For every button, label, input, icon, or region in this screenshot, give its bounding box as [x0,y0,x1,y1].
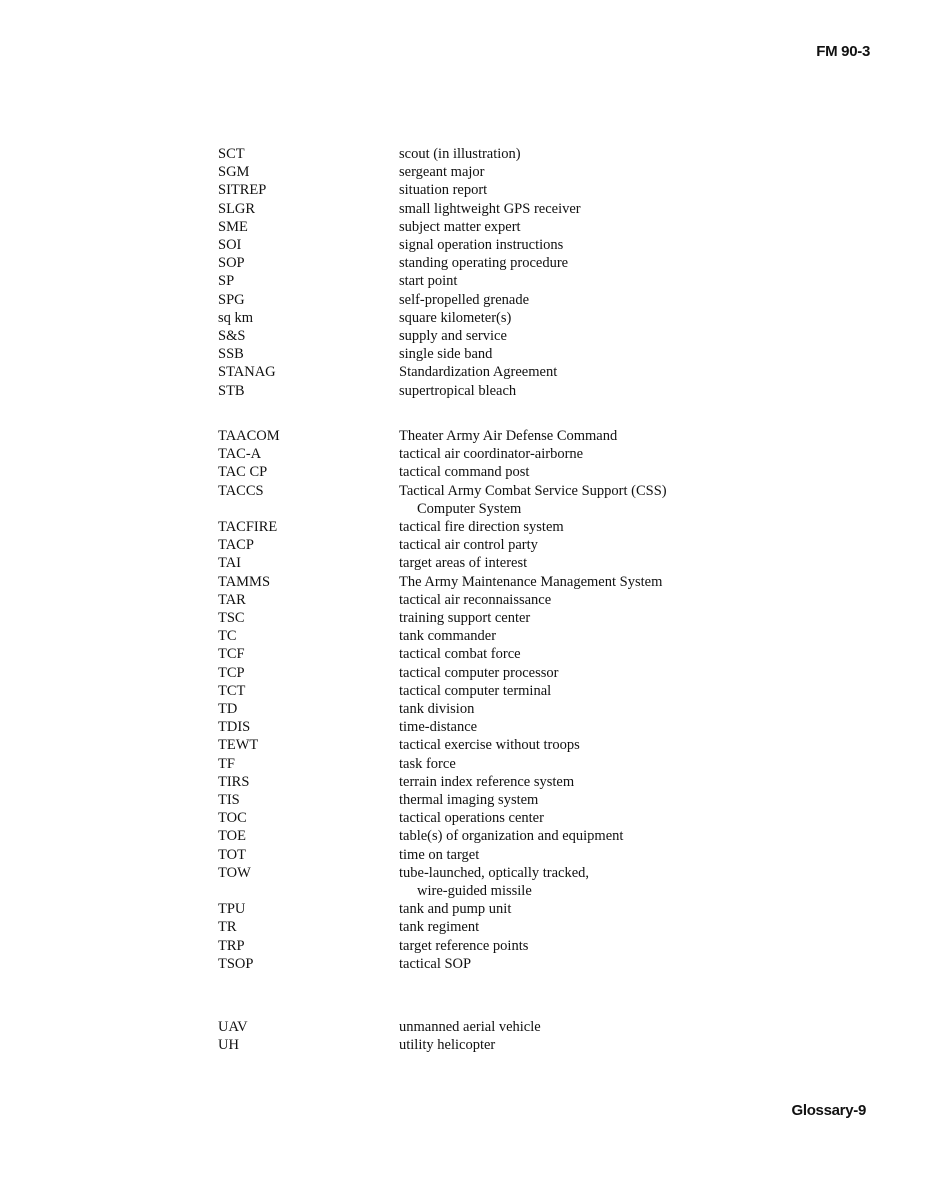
glossary-entry [218,864,738,900]
glossary-entry [218,427,738,445]
glossary-abbreviation: TOC [218,810,247,827]
glossary-entry [218,309,738,327]
glossary-entry [218,327,738,345]
glossary-definition-text: target reference points [399,937,529,954]
glossary-abbreviation: SP [218,273,235,290]
glossary-definition [399,700,738,718]
glossary-definition-text: supply and service [399,328,507,345]
glossary-entry [218,846,738,864]
glossary-entry [218,554,738,572]
glossary-entry [218,773,738,791]
glossary-entry [218,363,738,381]
glossary-definition [399,609,738,627]
glossary-definition [399,427,738,445]
glossary-definition-text: signal operation instructions [399,237,564,254]
glossary-definition-text: single side band [399,346,493,363]
glossary-definition-text: self-propelled grenade [399,291,530,308]
glossary-definition-text: time-distance [399,719,478,736]
glossary-section-t [218,427,738,973]
glossary-definition-text: tactical exercise without troops [399,737,580,754]
glossary-definition-text: tactical combat force [399,646,521,663]
glossary-abbreviation: TDIS [218,719,251,736]
glossary-entry [218,1018,738,1036]
glossary-entry [218,291,738,309]
glossary-definition [399,736,738,754]
glossary-definition [399,482,738,518]
glossary-entry [218,937,738,955]
glossary-definition-text: training support center [399,610,531,627]
glossary-definition-text: standing operating procedure [399,255,569,272]
glossary-definition-text: Standardization Agreement [399,364,558,381]
glossary-definition [399,163,738,181]
glossary-abbreviation: sq km [218,309,254,326]
glossary-definition-text: tactical air coordinator-airborne [399,446,584,463]
glossary-entry [218,627,738,645]
glossary-definition-text: sergeant major [399,164,485,181]
glossary-abbreviation: TACFIRE [218,519,278,536]
glossary-abbreviation: TC [218,628,237,645]
glossary-definition-text: target areas of interest [399,555,528,572]
glossary-definition-text: tube-launched, optically tracked, [399,864,590,881]
glossary-entry [218,518,738,536]
glossary-entry [218,609,738,627]
glossary-section-s [218,145,738,400]
glossary-definition [399,591,738,609]
glossary-abbreviation: SGM [218,164,250,181]
glossary-abbreviation: SLGR [218,200,256,217]
glossary-abbreviation: TAMMS [218,573,271,590]
glossary-abbreviation: UAV [218,1019,248,1035]
glossary-definition-text: table(s) of organization and equipment [399,828,624,845]
glossary-section-u [218,1018,738,1054]
glossary-definition-text: supertropical bleach [399,382,517,399]
glossary-definition-text: terrain index reference system [399,773,575,790]
glossary-definition [399,773,738,791]
glossary-entry [218,718,738,736]
glossary-abbreviation: TACCS [218,482,264,499]
glossary-definition-text: start point [399,273,458,290]
glossary-entry [218,200,738,218]
glossary-entry [218,463,738,481]
glossary-definition-text: tactical command post [399,464,530,481]
page-header-document-id: FM 90-3 [816,43,870,60]
glossary-entry [218,645,738,663]
glossary-definition-continuation: Computer System [417,500,522,517]
glossary-definition-text: tactical air control party [399,537,538,554]
glossary-abbreviation: SCT [218,146,245,162]
glossary-abbreviation: TAI [218,555,241,572]
glossary-definition [399,846,738,864]
glossary-definition [399,236,738,254]
glossary-abbreviation: TAC CP [218,464,268,481]
glossary-entry [218,573,738,591]
glossary-abbreviation: STANAG [218,364,276,381]
glossary-definition-text: tank regiment [399,919,480,936]
glossary-definition [399,573,738,591]
glossary-definition-text: tactical computer terminal [399,682,552,699]
glossary-definition-text: task force [399,755,456,772]
glossary-abbreviation: TPU [218,901,246,918]
glossary-abbreviation: TRP [218,937,245,954]
glossary-definition-text: tactical air reconnaissance [399,591,552,608]
glossary-definition [399,864,738,900]
glossary-abbreviation: TCP [218,664,245,681]
glossary-definition-text: situation report [399,182,488,199]
glossary-abbreviation: TCF [218,646,245,663]
glossary-entry [218,736,738,754]
glossary-entry [218,345,738,363]
glossary-definition [399,918,738,936]
glossary-definition [399,554,738,572]
glossary-abbreviation: TSC [218,610,245,627]
glossary-definition [399,809,738,827]
glossary-abbreviation: TIRS [218,773,250,790]
glossary-definition-text: tactical fire direction system [399,519,564,536]
glossary-entry [218,755,738,773]
glossary-definition [399,309,738,327]
glossary-abbreviation: TOT [218,846,246,863]
glossary-entry [218,536,738,554]
glossary-abbreviation: TACP [218,537,254,554]
glossary-definition [399,1018,738,1036]
glossary-definition [399,627,738,645]
glossary-abbreviation: TD [218,701,238,718]
glossary-definition [399,900,738,918]
glossary-entry [218,482,738,518]
glossary-definition-text: square kilometer(s) [399,309,512,326]
glossary-entry [218,445,738,463]
glossary-entry [218,591,738,609]
glossary-definition-text: tactical computer processor [399,664,559,681]
glossary-abbreviation: TAC-A [218,446,262,463]
glossary-definition-text: tank division [399,701,475,718]
glossary-abbreviation: SOI [218,237,242,254]
glossary-entry [218,682,738,700]
glossary-definition-text: small lightweight GPS receiver [399,200,581,217]
glossary-definition [399,382,738,400]
glossary-definition [399,518,738,536]
glossary-abbreviation: UH [218,1037,239,1054]
glossary-definition [399,218,738,236]
glossary-definition [399,181,738,199]
glossary-definition-text: Tactical Army Combat Service Support (CSS) [399,482,667,499]
glossary-abbreviation: TEWT [218,737,259,754]
glossary-abbreviation: TOE [218,828,246,845]
glossary-abbreviation: SSB [218,346,244,363]
glossary-definition [399,937,738,955]
glossary-definition [399,291,738,309]
glossary-definition [399,645,738,663]
glossary-abbreviation: SPG [218,291,245,308]
glossary-abbreviation: TCT [218,682,246,699]
glossary-entry [218,145,738,163]
glossary-definition [399,363,738,381]
glossary-definition [399,254,738,272]
glossary-definition [399,791,738,809]
glossary-definition [399,1036,738,1054]
glossary-definition [399,463,738,481]
glossary-entry [218,254,738,272]
glossary-definition-text: unmanned aerial vehicle [399,1019,541,1035]
glossary-definition [399,536,738,554]
glossary-abbreviation: TF [218,755,235,772]
glossary-entry [218,1036,738,1054]
glossary-entry [218,163,738,181]
glossary-abbreviation: TSOP [218,955,254,972]
glossary-abbreviation: TOW [218,864,251,881]
glossary-entry [218,809,738,827]
glossary-abbreviation: SOP [218,255,245,272]
glossary-entry [218,900,738,918]
glossary-definition-text: thermal imaging system [399,792,539,809]
glossary-definition-text: time on target [399,846,480,863]
glossary-entry [218,827,738,845]
glossary-entry [218,955,738,973]
glossary-definition [399,200,738,218]
glossary-definition-continuation: wire-guided missile [417,883,532,900]
glossary-entry [218,664,738,682]
glossary-definition-text: utility helicopter [399,1037,496,1054]
glossary-abbreviation: STB [218,382,245,399]
glossary-definition [399,755,738,773]
glossary-definition-text: tank commander [399,628,497,645]
glossary-definition [399,445,738,463]
glossary-definition [399,955,738,973]
glossary-definition [399,345,738,363]
glossary-abbreviation: TIS [218,792,240,809]
glossary-entry [218,181,738,199]
glossary-definition [399,718,738,736]
glossary-abbreviation: SITREP [218,182,267,199]
glossary-definition-text: tank and pump unit [399,901,512,918]
glossary-abbreviation: SME [218,218,248,235]
glossary-definition [399,145,738,163]
glossary-definition-text: The Army Maintenance Management System [399,573,663,590]
glossary-definition [399,827,738,845]
glossary-entry [218,236,738,254]
glossary-entry [218,272,738,290]
glossary-definition [399,272,738,290]
glossary-abbreviation: TR [218,919,237,936]
glossary-definition-text: subject matter expert [399,218,521,235]
glossary-entry [218,918,738,936]
glossary-entry [218,791,738,809]
glossary-definition [399,664,738,682]
glossary-abbreviation: S&S [218,328,246,345]
glossary-definition [399,327,738,345]
glossary-definition [399,682,738,700]
glossary-definition-text: scout (in illustration) [399,146,521,162]
glossary-definition-text: Theater Army Air Defense Command [399,428,618,444]
glossary-entry [218,382,738,400]
glossary-entry [218,700,738,718]
glossary-definition-text: tactical SOP [399,955,472,972]
page-footer-label: Glossary-9 [791,1102,866,1119]
glossary-abbreviation: TAACOM [218,428,280,444]
glossary-abbreviation: TAR [218,591,246,608]
glossary-definition-text: tactical operations center [399,810,544,827]
glossary-entry [218,218,738,236]
